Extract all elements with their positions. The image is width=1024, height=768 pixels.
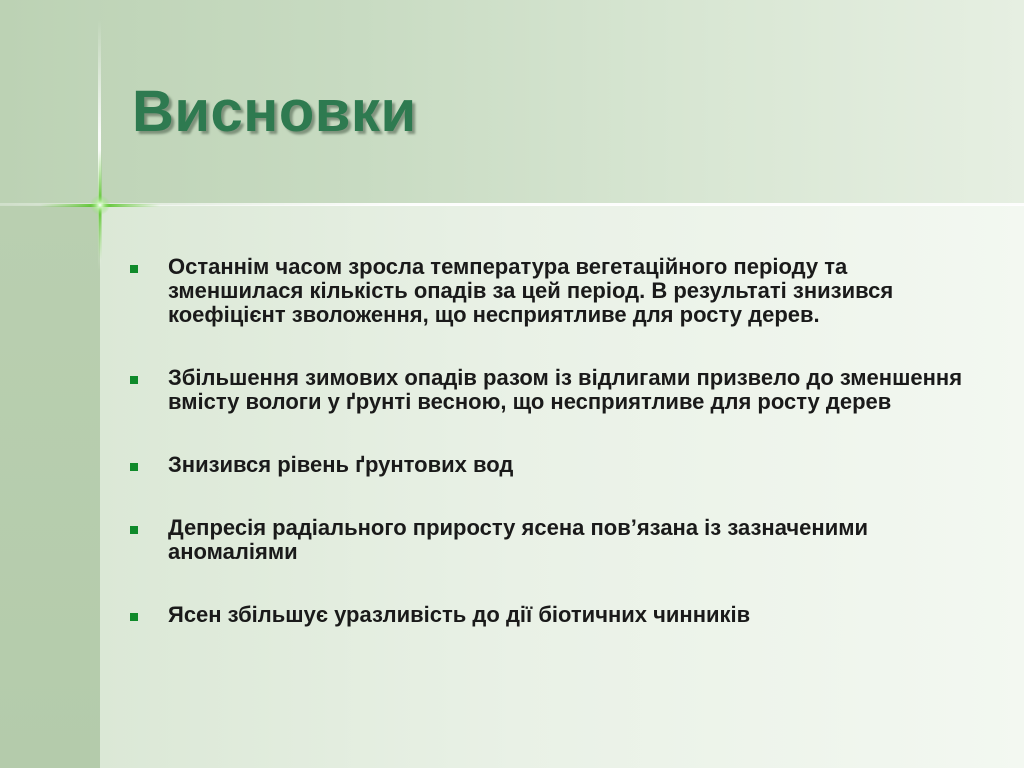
square-bullet-icon <box>130 376 138 384</box>
slide-title: Висновки <box>132 79 417 144</box>
bullet-text: Ясен збільшує уразливість до дії біотичних чинників <box>168 602 751 627</box>
vertical-divider-line <box>98 20 101 270</box>
square-bullet-icon <box>130 526 138 534</box>
square-bullet-icon <box>130 613 138 621</box>
bullet-text: Депресія радіального приросту ясена пов’язана із зазначеними аномаліями <box>168 515 869 564</box>
square-bullet-icon <box>130 463 138 471</box>
bullet-text: Збільшення зимових опадів разом із відлигами призвело до зменшення вмісту вологи у ґрунті весною, що несприятливе для росту дерев <box>168 365 963 414</box>
square-bullet-icon <box>130 265 138 273</box>
horizontal-divider-line <box>0 203 1024 206</box>
bullet-item <box>130 366 970 414</box>
bullet-text: Останнім часом зросла температура вегетаційного періоду та зменшилася кількість опадів за цей період. В результаті знизився коефіцієнт зволоження, що несприятливе для росту дерев. <box>168 254 894 327</box>
bullet-item <box>130 255 970 327</box>
bullet-item <box>130 516 970 564</box>
bullet-item <box>130 453 970 477</box>
bullet-list <box>130 255 970 627</box>
slide-left-strip <box>0 205 100 768</box>
bullet-item <box>130 603 970 627</box>
bullet-text: Знизився рівень ґрунтових вод <box>168 452 514 477</box>
